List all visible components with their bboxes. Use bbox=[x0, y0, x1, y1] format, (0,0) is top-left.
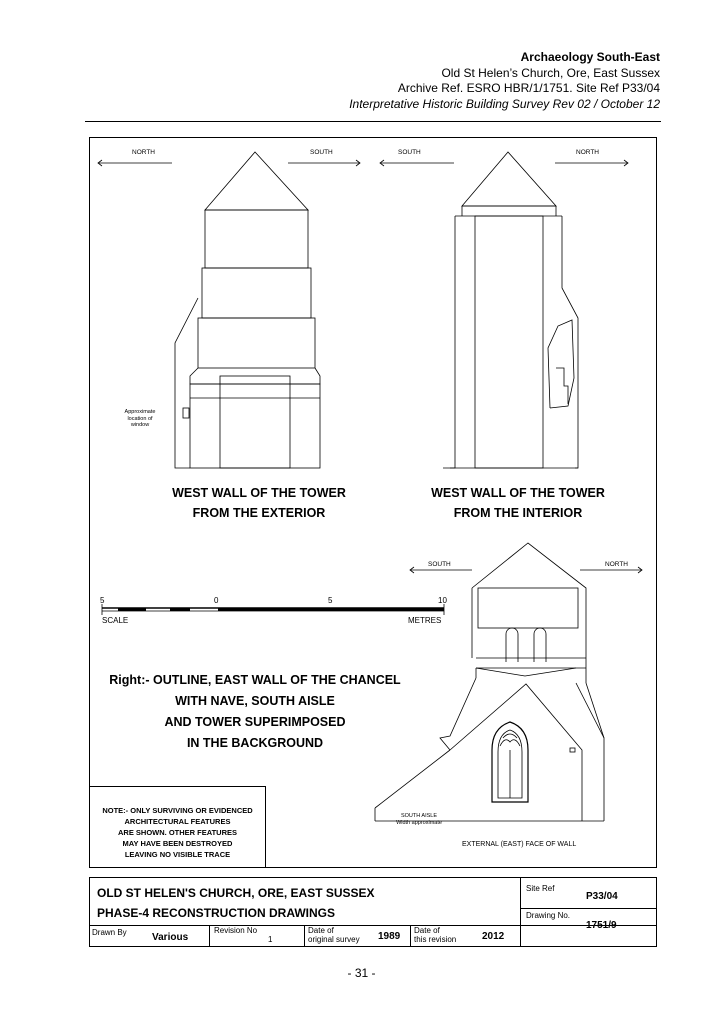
scale-unit: METRES bbox=[408, 616, 442, 625]
survival-note: NOTE:- ONLY SURVIVING OR EVIDENCED ARCHITECTURAL FEATURES ARE SHOWN. OTHER FEATURES MAY HAVE BEEN DESTROYED LEAVING NO VISIBLE TRACE bbox=[90, 786, 266, 868]
revision-date-value: 2012 bbox=[482, 931, 505, 942]
title-block-divider bbox=[520, 908, 656, 909]
site-ref-label: Site Ref bbox=[526, 884, 555, 893]
title-block-divider bbox=[209, 925, 210, 946]
tower-exterior-elevation bbox=[175, 152, 320, 468]
direction-north-label: NORTH bbox=[576, 149, 599, 156]
direction-south-label: SOUTH bbox=[398, 149, 421, 156]
caption-interior: WEST WALL OF THE TOWER FROM THE INTERIOR bbox=[431, 486, 605, 520]
survey-date-label: Date of original survey bbox=[308, 926, 360, 944]
scale-label: SCALE bbox=[102, 616, 129, 625]
page-number: - 31 - bbox=[347, 966, 376, 980]
drawing-frame bbox=[89, 137, 657, 868]
scale-tick-label: 0 bbox=[214, 596, 219, 605]
scale-bar bbox=[102, 604, 444, 615]
scale-tick-label: 10 bbox=[438, 596, 447, 605]
title-block bbox=[89, 877, 657, 947]
title-block-divider bbox=[410, 925, 411, 946]
revision-label: Revision No bbox=[214, 926, 258, 935]
revision-value: 1 bbox=[268, 935, 273, 944]
caption-exterior: WEST WALL OF THE TOWER FROM THE EXTERIOR bbox=[172, 486, 346, 520]
external-face-label: EXTERNAL (EAST) FACE OF WALL bbox=[462, 841, 577, 848]
site-name: Old St Helen’s Church, Ore, East Sussex bbox=[441, 65, 660, 80]
survey-date-value: 1989 bbox=[378, 931, 401, 942]
drawing-title: OLD ST HELEN'S CHURCH, ORE, EAST SUSSEX bbox=[97, 886, 375, 900]
window-location-note: Approximate location of window bbox=[124, 409, 156, 428]
header-rule bbox=[85, 121, 661, 122]
revision-date-label: Date of this revision bbox=[414, 926, 457, 944]
direction-south-label: SOUTH bbox=[310, 149, 333, 156]
drawing-no-value: 1751/9 bbox=[586, 920, 617, 931]
scale-tick-label: 5 bbox=[328, 596, 333, 605]
page-header bbox=[349, 50, 660, 112]
survey-title: Interpretative Historic Building Survey Rev 02 / October 12 bbox=[349, 96, 660, 111]
south-aisle-note: SOUTH AISLE Width approximate bbox=[396, 813, 442, 826]
direction-south-label: SOUTH bbox=[428, 561, 451, 568]
tower-interior-elevation bbox=[443, 152, 578, 468]
title-block-divider bbox=[304, 925, 305, 946]
drawing-subtitle: PHASE-4 RECONSTRUCTION DRAWINGS bbox=[97, 906, 336, 920]
caption-chancel: Right:- OUTLINE, EAST WALL OF THE CHANCEL WITH NAVE, SOUTH AISLE AND TOWER SUPERIMPOSED IN THE BACKGROUND bbox=[109, 673, 401, 750]
title-block-divider bbox=[520, 878, 521, 946]
direction-north-label: NORTH bbox=[605, 561, 628, 568]
title-block-divider bbox=[90, 925, 656, 926]
organisation-name: Archaeology South-East bbox=[520, 50, 660, 64]
scale-tick-label: 5 bbox=[100, 596, 105, 605]
site-ref-value: P33/04 bbox=[586, 891, 618, 902]
direction-north-label: NORTH bbox=[132, 149, 155, 156]
drawing-no-label: Drawing No. bbox=[526, 911, 571, 920]
archive-ref: Archive Ref. ESRO HBR/1/1751. Site Ref P33/04 bbox=[397, 81, 660, 95]
drawn-by-label: Drawn By bbox=[92, 928, 127, 937]
drawn-by-value: Various bbox=[152, 932, 189, 943]
